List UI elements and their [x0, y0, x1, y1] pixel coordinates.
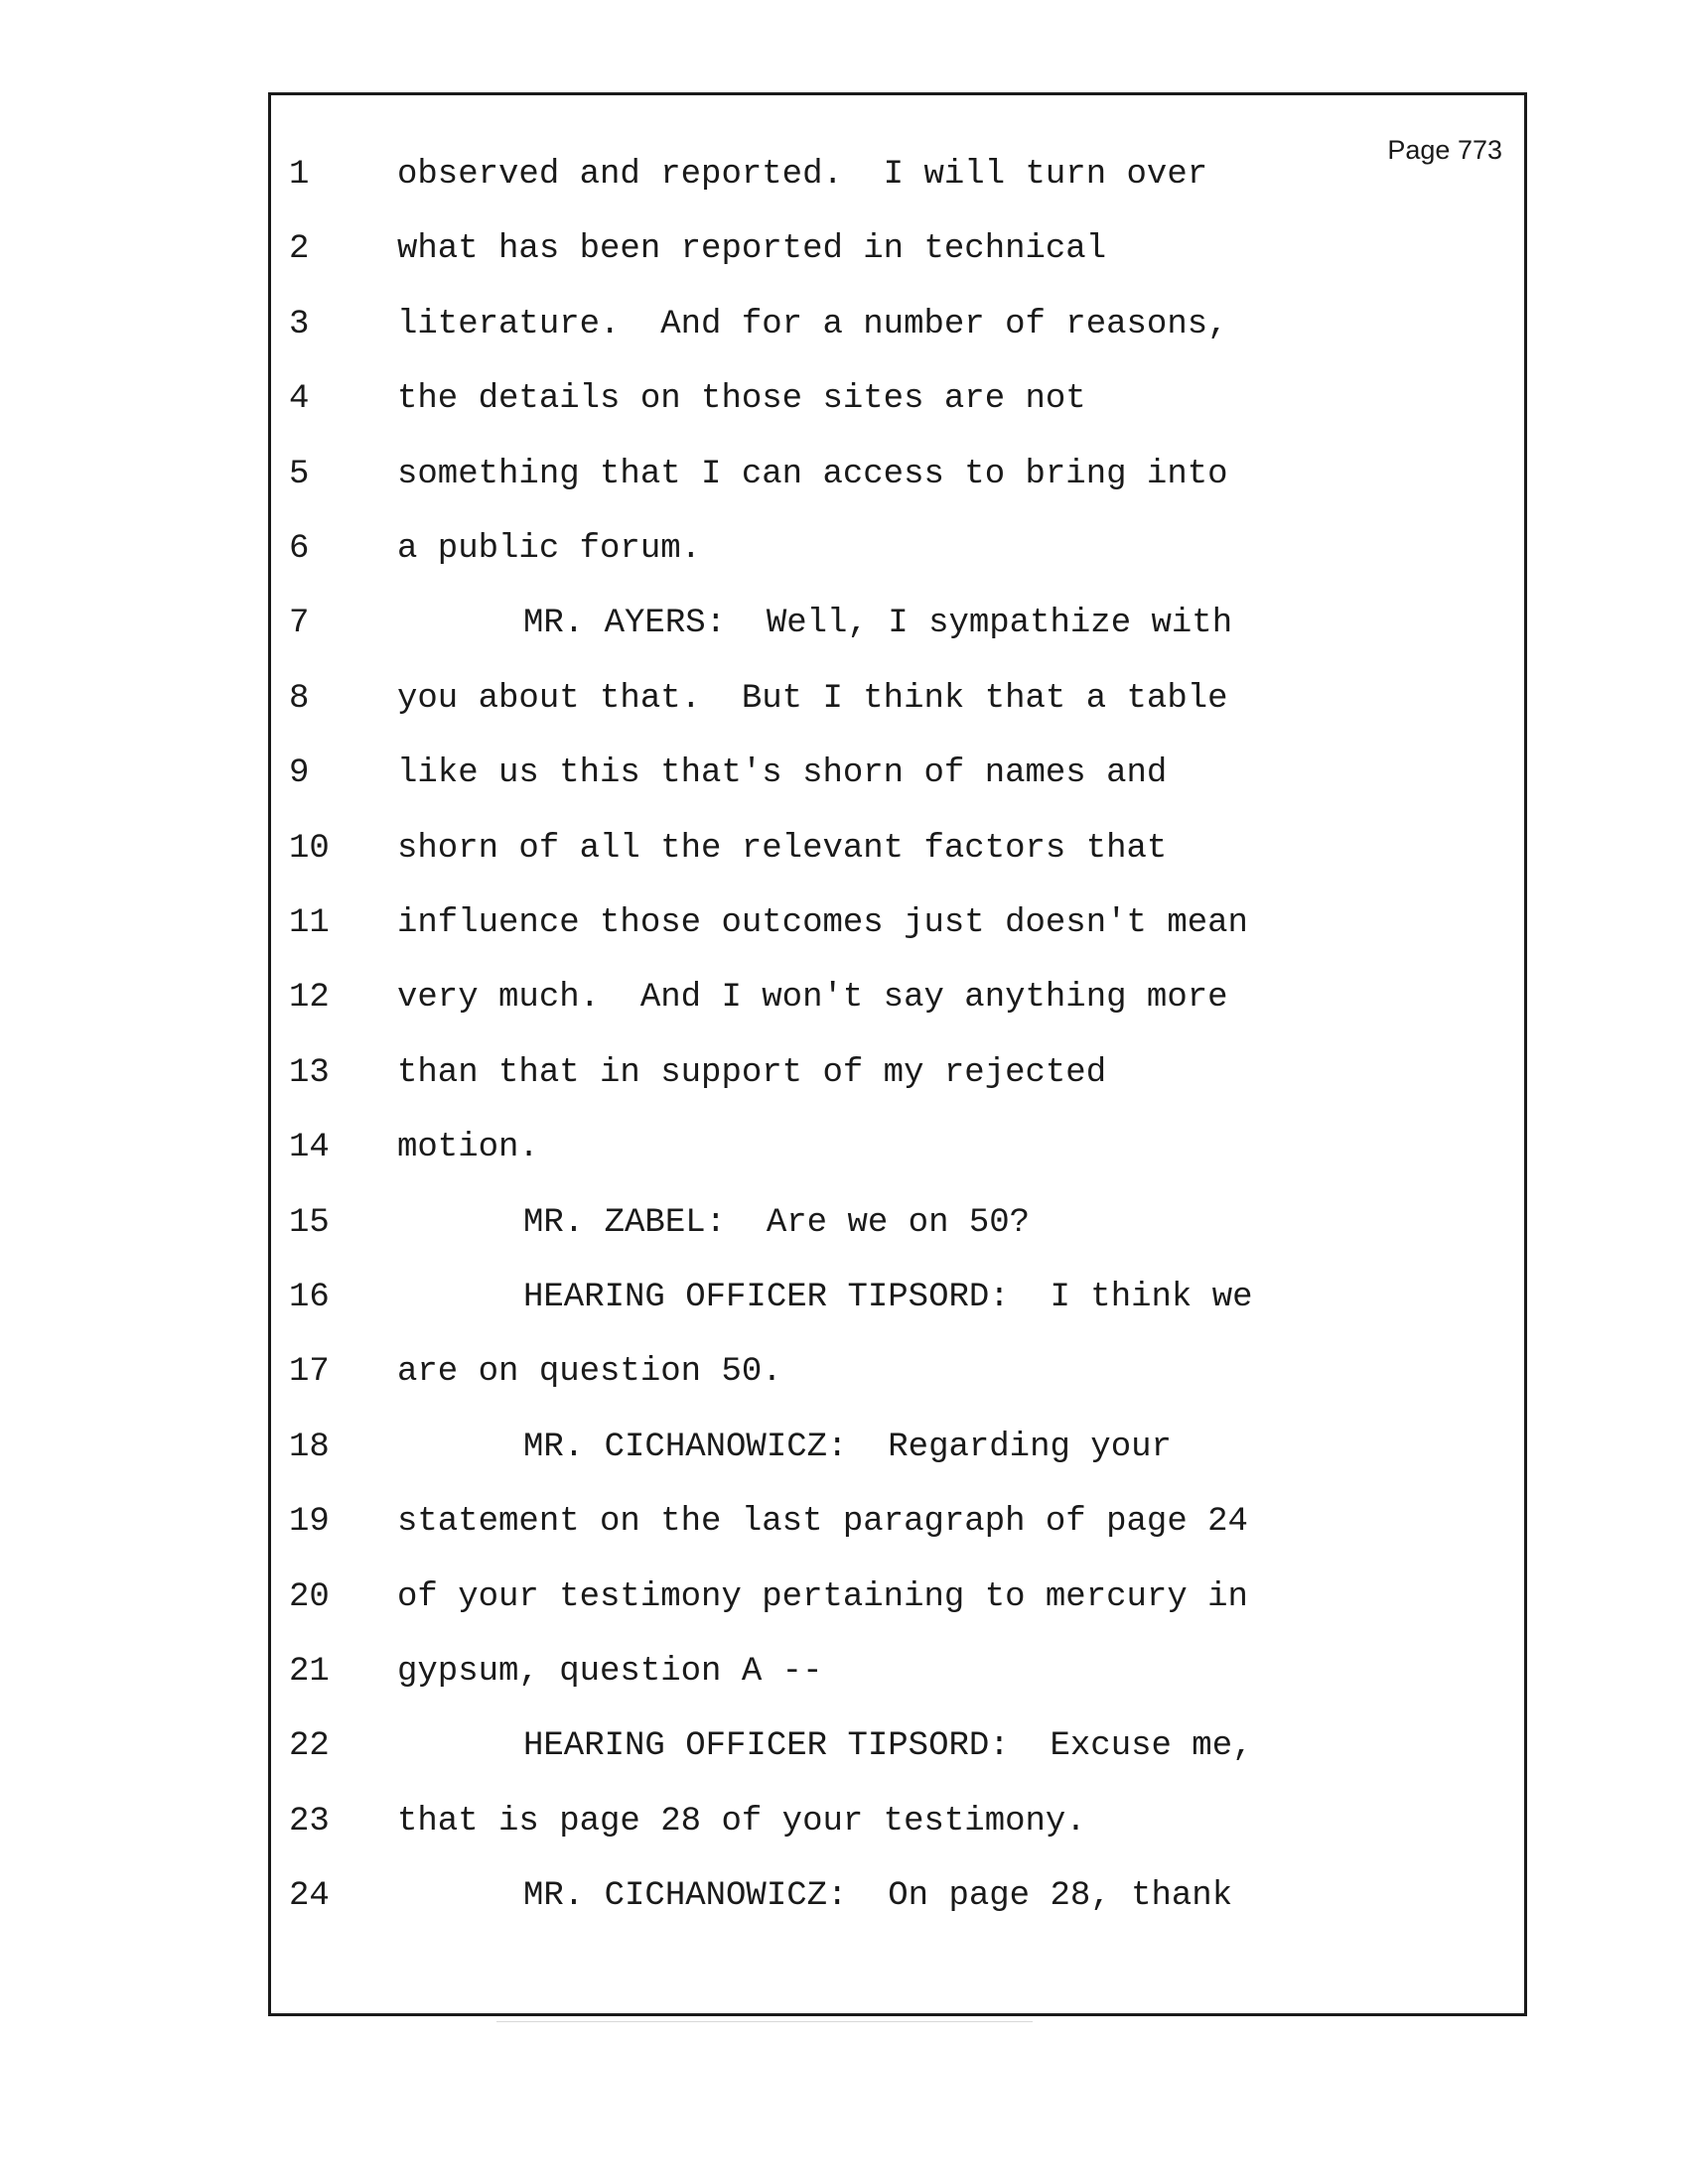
line-number: 6: [289, 530, 310, 568]
line-text: MR. AYERS: Well, I sympathize with: [523, 605, 1233, 643]
line-text: a public forum.: [397, 530, 702, 568]
transcript-line: [271, 1352, 1363, 1392]
line-number: 12: [289, 979, 330, 1018]
line-text: something that I can access to bring into: [397, 455, 1228, 493]
transcript-line: [271, 1726, 1363, 1766]
transcript-line: [271, 753, 1363, 793]
line-text: MR. CICHANOWICZ: Regarding your: [523, 1428, 1172, 1466]
line-number: 15: [289, 1203, 330, 1242]
line-number: 21: [289, 1653, 330, 1691]
line-number: 5: [289, 455, 310, 493]
line-text: of your testimony pertaining to mercury in: [397, 1577, 1248, 1616]
line-text: influence those outcomes just doesn't mean: [397, 904, 1248, 942]
line-number: 18: [289, 1428, 330, 1466]
line-number: 4: [289, 380, 310, 419]
line-text: the details on those sites are not: [397, 380, 1086, 419]
transcript-line: [271, 455, 1363, 494]
line-text: literature. And for a number of reasons,: [397, 305, 1228, 343]
line-number: 9: [289, 754, 310, 793]
transcript-line: [271, 1278, 1363, 1317]
transcript-line: [271, 903, 1363, 943]
line-number: 24: [289, 1877, 330, 1916]
transcript-line: [271, 1876, 1363, 1916]
line-text: than that in support of my rejected: [397, 1053, 1107, 1092]
line-text: like us this that's shorn of names and: [397, 754, 1168, 793]
line-number: 17: [289, 1353, 330, 1392]
line-text: MR. ZABEL: Are we on 50?: [523, 1203, 1031, 1242]
line-number: 16: [289, 1279, 330, 1316]
transcript-line: [271, 1502, 1363, 1542]
transcript-line: [271, 229, 1363, 269]
transcript-line: [271, 1053, 1363, 1093]
line-text: shorn of all the relevant factors that: [397, 829, 1168, 868]
line-number: 7: [289, 605, 310, 643]
line-number: 1: [289, 156, 310, 194]
line-number: 14: [289, 1129, 330, 1167]
bottom-divider: [496, 2021, 1033, 2022]
line-number: 2: [289, 230, 310, 269]
transcript-line: [271, 529, 1363, 569]
line-text: are on question 50.: [397, 1353, 782, 1392]
transcript-line: [271, 305, 1363, 344]
line-text: HEARING OFFICER TIPSORD: I think we: [523, 1279, 1253, 1316]
line-text: MR. CICHANOWICZ: On page 28, thank: [523, 1877, 1233, 1916]
transcript-line: [271, 155, 1363, 195]
line-number: 22: [289, 1727, 330, 1766]
transcript-line: [271, 1128, 1363, 1167]
transcript-line: [271, 1577, 1363, 1617]
line-number: 20: [289, 1577, 330, 1616]
line-text: gypsum, question A --: [397, 1653, 823, 1691]
line-text: statement on the last paragraph of page 24: [397, 1503, 1248, 1542]
transcript-line: [271, 1428, 1363, 1467]
line-text: HEARING OFFICER TIPSORD: Excuse me,: [523, 1727, 1253, 1766]
line-number: 23: [289, 1802, 330, 1841]
transcript-line: [271, 1652, 1363, 1692]
transcript-line: [271, 604, 1363, 643]
page-number: Page 773: [1387, 135, 1502, 165]
line-number: 3: [289, 305, 310, 343]
transcript-page: [268, 92, 1527, 2016]
line-number: 13: [289, 1053, 330, 1092]
line-text: very much. And I won't say anything more: [397, 979, 1228, 1018]
line-number: 10: [289, 829, 330, 868]
transcript-line: [271, 379, 1363, 419]
line-number: 11: [289, 904, 330, 942]
line-text: you about that. But I think that a table: [397, 679, 1228, 718]
line-number: 8: [289, 679, 310, 718]
transcript-line: [271, 1802, 1363, 1842]
line-text: motion.: [397, 1129, 539, 1167]
transcript-line: [271, 829, 1363, 869]
transcript-line: [271, 679, 1363, 719]
line-number: 19: [289, 1503, 330, 1542]
line-text: observed and reported. I will turn over: [397, 156, 1208, 194]
line-text: that is page 28 of your testimony.: [397, 1802, 1086, 1841]
line-text: what has been reported in technical: [397, 230, 1107, 269]
transcript-line: [271, 978, 1363, 1018]
transcript-line: [271, 1203, 1363, 1243]
